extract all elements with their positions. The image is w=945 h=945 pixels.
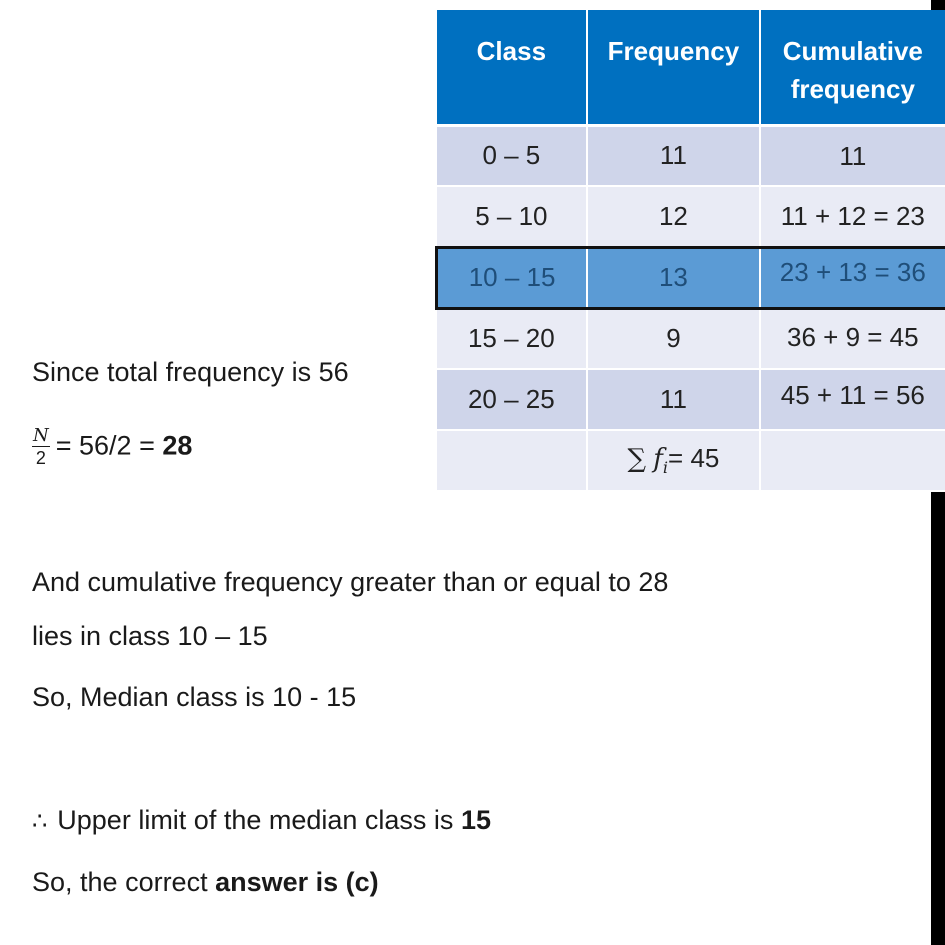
frequency-cell: 12 [587,186,759,247]
cumulative-cell: 11 [760,125,945,186]
sum-variable: f [653,444,663,475]
cumulative-cell: 23 + 13 = 36 [760,247,945,308]
fraction-numerator: N [33,425,49,446]
empty-cell [760,430,945,491]
table-row [437,369,945,430]
upper-limit-line: ∴ Upper limit of the median class is 15 [32,805,491,835]
frequency-cell: 9 [587,308,759,369]
frequency-cell: 11 [587,369,759,430]
header-class: Class [437,10,588,125]
median-class-line: So, Median class is 10 - 15 [32,682,357,712]
sum-value: = 45 [668,443,720,474]
half-n-value: 28 [162,430,193,461]
cumulative-cell: 36 + 9 = 45 [760,308,945,369]
answer-text: answer is (c) [215,867,379,897]
upper-limit-value: 15 [460,805,491,835]
answer-line: So, the correct answer is (c) [32,867,379,897]
frequency-table [435,10,945,492]
empty-cell [437,430,588,491]
table-header-row [437,10,945,125]
cumulative-cell: 45 + 11 = 56 [760,369,945,430]
table-row [437,308,945,369]
sum-subscript: i [662,458,669,478]
header-frequency: Frequency [587,10,759,125]
class-cell: 20 – 25 [437,369,588,430]
sum-symbol: ∑ [627,444,647,475]
table-row [437,186,945,247]
class-cell: 0 – 5 [437,125,588,186]
cumulative-statement-line-2: lies in class 10 – 15 [32,621,268,651]
cumulative-cell: 11 + 12 = 23 [760,186,945,247]
n-over-2-fraction [32,426,50,469]
frequency-sum-cell [587,430,759,491]
fraction-denominator: 2 [35,448,46,468]
sum-row [437,430,945,491]
class-cell: 10 – 15 [437,247,588,308]
total-frequency-line: Since total frequency is 56 [32,357,349,387]
median-class-row [437,247,945,308]
table-row [437,125,945,186]
header-cumulative-frequency: Cumulative frequency [760,10,945,125]
frequency-cell: 13 [587,247,759,308]
half-n-line: $\frac{N}{2}$ = 56/2 = 28 [33,425,193,468]
class-cell: 5 – 10 [437,186,588,247]
therefore-symbol: ∴ [32,807,48,835]
class-cell: 15 – 20 [437,308,588,369]
frequency-cell: 11 [587,125,759,186]
cumulative-statement-line-1: And cumulative frequency greater than or equal to 28 [32,567,669,597]
